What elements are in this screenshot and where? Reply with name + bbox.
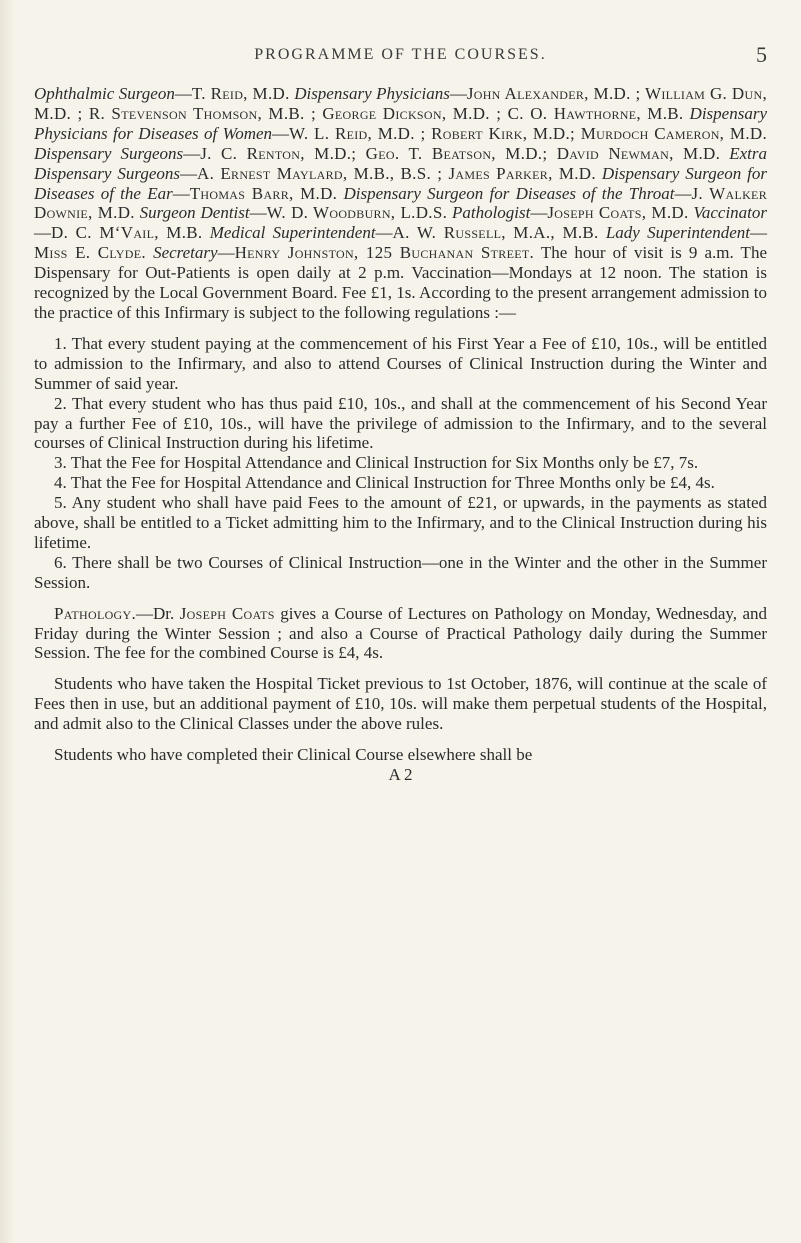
staff-names: John Alexander, M.D. ; William G. Dun, M.D. ; R. Stevenson Thomson, M.B. ; George Dickson, M.D. ; C. O. Hawthorne, M.B. [34, 84, 767, 123]
page-body [34, 84, 767, 785]
staff-title: Pathologist [451, 203, 531, 223]
staff-title: Dispensary Physicians [294, 84, 450, 103]
staff-title: Lady Superintendent [605, 223, 750, 243]
staff-title: Dispensary Surgeon for Diseases of the Ear [34, 163, 767, 203]
pathology-heading: Pathology. [54, 603, 137, 623]
staff-title: Medical Superintendent [209, 223, 376, 243]
regulation-6: 6. There shall be two Courses of Clinical Instruction—one in the Winter and the other in the Summer Session. [34, 552, 767, 592]
staff-title: Dispensary Surgeon for Diseases of the Throat [343, 183, 675, 203]
staff-names: Joseph Coats, M.D. [547, 203, 689, 223]
staff-title: Vaccinator [693, 203, 768, 223]
regulation-3: 3. That the Fee for Hospital Attendance and Clinical Instruction for Six Months only be £7, 7s. [54, 453, 699, 473]
staff-names: W. D. Woodburn, L.D.S. [266, 203, 448, 223]
staff-names: Thomas Barr, M.D. [189, 183, 338, 203]
page-number: 5 [756, 42, 767, 67]
page-edge-shadow [0, 0, 14, 1243]
signature-mark: A 2 [388, 765, 413, 784]
pathology-lecturer: Joseph Coats [179, 603, 275, 623]
regulation-4: 4. That the Fee for Hospital Attendance and Clinical Instruction for Three Months only be £4, 4s. [54, 473, 715, 493]
staff-names: A. W. Russell, M.A., M.B. [392, 223, 599, 243]
pathology-text: gives a Course of Lectures on Pathology on Monday, Wednesday, and Friday during the Winter Session ; and also a Course of Practical Pathology daily during the Summer Session. The fee for the combined Course is £4, 4s. [34, 603, 767, 663]
running-head: PROGRAMME OF THE COURSES. [254, 46, 547, 63]
students-completed-paragraph: Students who have completed their Clinical Course elsewhere shall be [54, 745, 533, 765]
pathology-prefix: —Dr. [136, 603, 175, 623]
staff-list: Ophthalmic Surgeon—T. Reid, M.D. Dispensary Physicians—John Alexander, M.D. ; William G. Dun, M.D. ; R. Stevenson Thomson, M.B. ; George Dickson, M.D. ; C. O. Hawthorne, M.B. Dispensary Physicians for Diseases of Women—W. L. Reid, M.D. ; Robert Kirk, M.D.; Murdoch Cameron, M.D. Dispensary Surgeons—J. C. Renton, M.D.; Geo. T. Beatson, M.D.; David Newman, M.D. Extra Dispensary Surgeons—A. Ernest Maylard, M.B., B.S. ; James Parker, M.D. Dispensary Surgeon for Diseases of the Ear—Thomas Barr, M.D. Dispensary Surgeon for Diseases of the Throat—J. Walker Downie, M.D. Surgeon Dentist—W. D. Woodburn, L.D.S. Pathologist—Joseph Coats, M.D. Vaccinator—D. C. M‘Vail, M.B. Medical Superintendent—A. W. Russell, M.A., M.B. Lady Superintendent—Miss E. Clyde. Secretary—Henry Johnston, 125 Buchanan Street. The hour of visit is 9 a.m. The Dispensary for Out-Patients is open daily at 2 p.m. Vaccination—Mondays at 12 noon. The station is recognized by the Local Government Board. Fee £1, 1s. According to the present arrangement admission to the practice of this Infirmary is subject to the following regulations :— [34, 84, 768, 322]
regulation-2: 2. That every student who has thus paid £10, 10s., and shall at the commencement of his Second Year pay a further Fee of £10, 10s., will have the privilege of admission to the Infirmary, and to the several courses of Clinical Instruction during his lifetime. [34, 393, 767, 453]
staff-names: Miss E. Clyde. [34, 243, 146, 263]
staff-title: Dispensary Surgeons [34, 143, 184, 163]
regulation-1: 1. That every student paying at the commencement of his First Year a Fee of £10, 10s., will be entitled to admission to the Infirmary, and also to attend Courses of Clinical Instruction during the Winter and Summer of said year. [34, 333, 767, 393]
staff-names: D. C. M‘Vail, M.B. [51, 223, 203, 243]
staff-names: W. L. Reid, M.D. ; Robert Kirk, M.D.; Murdoch Cameron, M.D. [289, 123, 767, 143]
dispensary-info: The hour of visit is 9 a.m. The Dispensary for Out-Patients is open daily at 2 p.m. Vaccination—Mondays at 12 noon. The station is recognized by the Local Government Board. Fee £1, 1s. According to the present arrangement admission to the practice of this Infirmary is subject to the following regulations :— [34, 243, 767, 322]
staff-names: T. Reid, M.D. [191, 84, 290, 103]
staff-names: J. Walker Downie, M.D. [34, 183, 767, 223]
regulation-5: 5. Any student who shall have paid Fees to the amount of £21, or upwards, in the payments as stated above, shall be entitled to a Ticket admitting him to the Infirmary, and to the Clinical Instruction during his lifetime. [34, 493, 767, 552]
page-header [30, 42, 771, 72]
students-ticket-paragraph: Students who have taken the Hospital Ticket previous to 1st October, 1876, will continue at the scale of Fees then in use, but an additional payment of £10, 10s. will make them perpetual students of the Hospital, and admit also to the Clinical Classes under the above rules. [34, 674, 767, 734]
staff-title: Surgeon Dentist [139, 203, 250, 223]
pathology-paragraph [34, 604, 767, 664]
staff-names: Henry Johnston, 125 Buchanan Street. [234, 243, 535, 263]
staff-title: Secretary [153, 243, 218, 263]
staff-title: Extra Dispensary Surgeons [34, 143, 767, 183]
staff-title: Ophthalmic Surgeon [34, 84, 175, 103]
staff-title: Dispensary Physicians for Diseases of Women [34, 103, 767, 143]
staff-names: A. Ernest Maylard, M.B., B.S. ; James Parker, M.D. [197, 163, 596, 183]
staff-names: J. C. Renton, M.D.; Geo. T. Beatson, M.D.; David Newman, M.D. [200, 143, 721, 163]
